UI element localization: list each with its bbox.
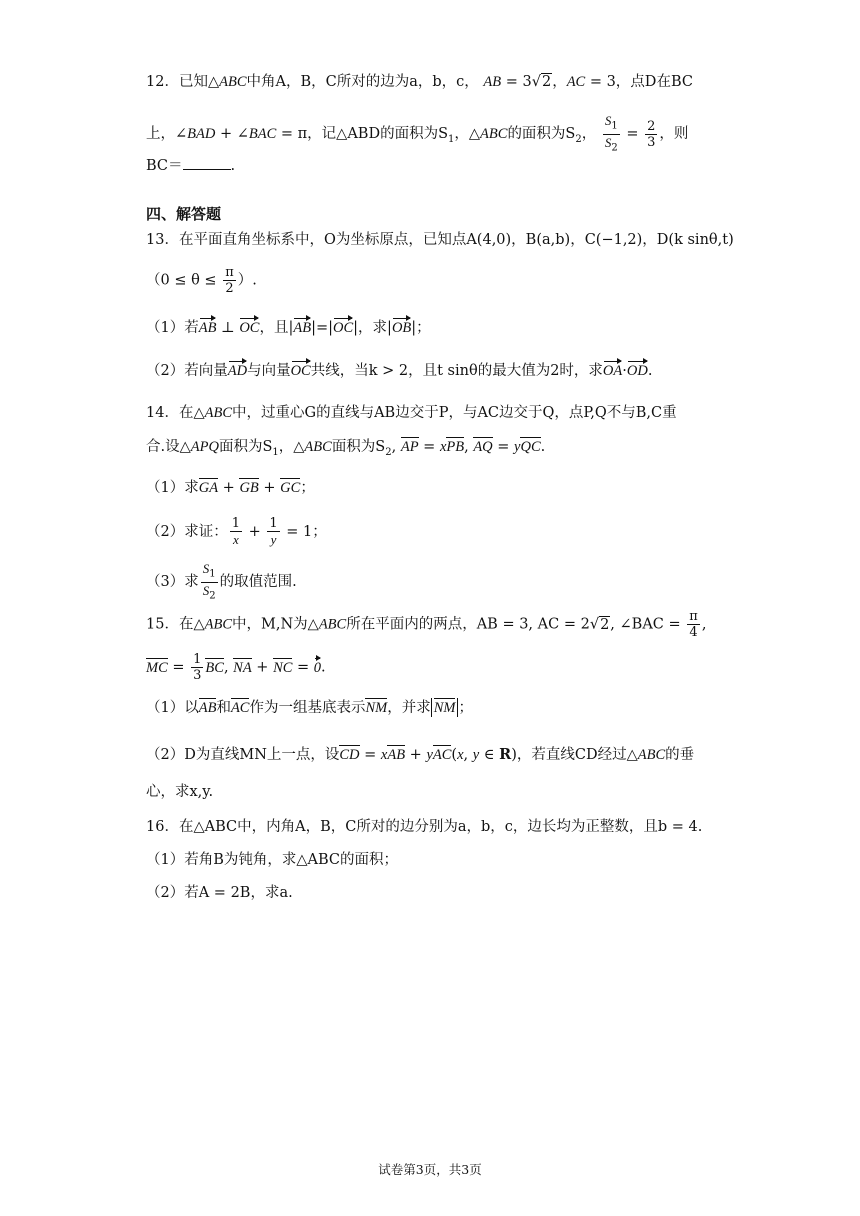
q13-line-2: （0 ≤ θ ≤ $\frac{\pi}{2}$ ）.	[146, 265, 257, 296]
q12-line-3: BC＝ .	[146, 155, 235, 176]
answer-blank[interactable]	[183, 155, 231, 170]
q15-line-1: 15．在△ABC中，M,N为△ABC所在平面内的两点，AB = 3, AC = 2√2, ∠BAC = $\frac{\pi}{4}$ ,	[146, 609, 707, 640]
q14-part-2: （2）求证： $\frac{1}{x}$ + $\frac{1}{y}$ = 1；	[146, 516, 327, 547]
q16-part-2: （2）若A = 2B，求a.	[146, 885, 293, 901]
q15-part-2-cont: 心，求x,y.	[146, 784, 214, 800]
page-footer: 试卷第3页，共3页	[378, 1162, 482, 1177]
q13-line-1: 13．在平面直角坐标系中，O为坐标原点，已知点A(4,0)，B(a,b)，C(−1,2)，D(k sinθ,t)	[146, 232, 734, 248]
q15-part-1: （1）以AB和AC作为一组基底表示NM，并求 NM ；	[146, 700, 473, 716]
q15-part-2: （2）D为直线MN上一点，设CD = xAB + yAC(x, y ∈ R)，若直线CD经过△ABC的垂	[146, 746, 695, 763]
q14-part-1: （1）求GA + GB + GC；	[146, 480, 315, 496]
q14-line-1: 14．在△ABC中，过重心G的直线与AB边交于P，与AC边交于Q，点P,Q不与B,C重	[146, 405, 677, 421]
q16-line-1: 16．在△ABC中，内角A，B，C所对的边分别为a，b，c，边长均为正整数，且b = 4.	[146, 819, 703, 835]
q13-part-2: （2）若向量AD与向量OC共线，当k > 2，且t sinθ的最大值为2时，求OA·OD.	[146, 363, 653, 379]
q14-part-3: （3）求 $\frac{S_1}{S_2}$ 的取值范围.	[146, 561, 297, 602]
q13-part-1: （1）若AB ⊥ OC，且|AB|=|OC|，求|OB|；	[146, 320, 431, 336]
q14-line-2: 合.设△APQ面积为$S_1$，△ABC面积为$S_2$, AP = xPB, AQ = yQC.	[146, 439, 546, 458]
section-heading: 四、解答题	[146, 205, 222, 223]
q12-line-1: 12．已知△ABC中角A，B，C所对的边为a，b，c， AB = 3√2，AC = 3，点D在BC	[146, 74, 693, 90]
q15-line-2: MC = $\frac{1}{3}$ BC, NA + NC = 0.	[146, 652, 326, 683]
q16-part-1: （1）若角B为钝角，求△ABC的面积；	[146, 852, 399, 868]
q12-line-2: 上，∠BAD + ∠BAC = π，记△ABD的面积为$S_1$，△ABC的面积为$S_2$， $\frac{S_1}{S_2}$ = $\frac{2}{3}$ ，则	[146, 113, 689, 154]
